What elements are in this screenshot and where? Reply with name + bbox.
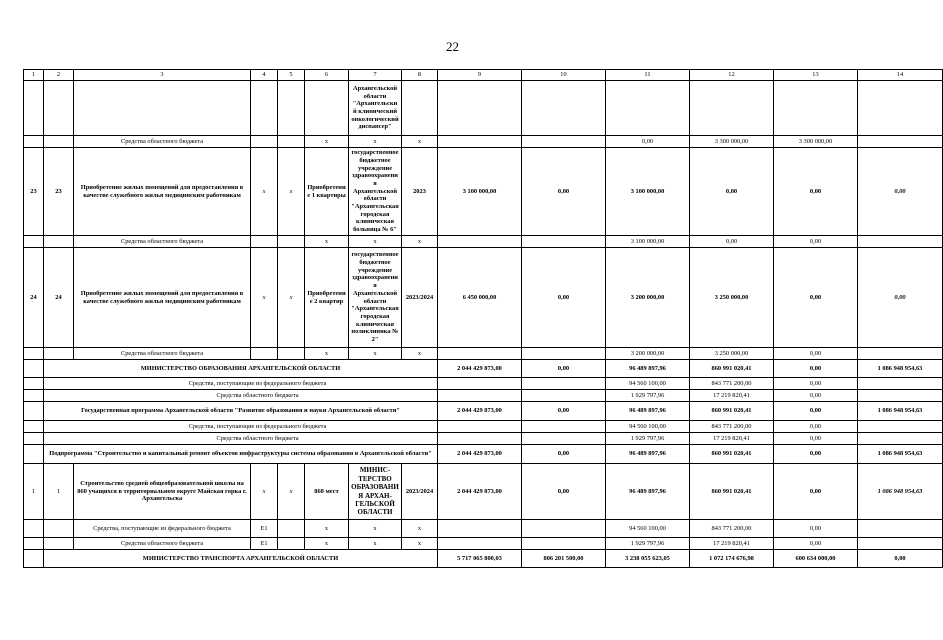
cell-x: х [349, 520, 402, 538]
table-row [24, 433, 943, 445]
value-cell: 5 717 065 800,03 [438, 550, 522, 568]
column-header: 5 [278, 70, 305, 81]
value-cell: 0,00 [774, 236, 858, 248]
cell-x: х [278, 464, 305, 520]
page-number: 22 [446, 39, 459, 54]
value-cell: 96 489 897,96 [606, 445, 690, 464]
table-row [24, 236, 943, 248]
cell-x: х [305, 520, 349, 538]
cell-x: х [349, 348, 402, 360]
value-cell: 0,00 [774, 402, 858, 421]
funding-source-label: Средства областного бюджета [74, 236, 251, 248]
item-name: Приобретение жилых помещений для предоставления в качестве служебного жилья медицинским работникам [74, 148, 251, 236]
cell-x: х [402, 236, 438, 248]
row-number: 23 [24, 148, 44, 236]
cell-x: х [251, 148, 278, 236]
ministry-heading: МИНИСТЕРСТВО ОБРАЗОВАНИЯ АРХАНГЕЛЬСКОЙ ОБЛАСТИ [44, 360, 438, 378]
funding-source-label: Средства, поступающие из федерального бюджета [44, 378, 438, 390]
value-cell: 0,00 [774, 390, 858, 402]
row-number: 1 [44, 464, 74, 520]
table-row [24, 520, 943, 538]
responsible-org-cell: государственное бюджетное учреждение здравоохранения Архангельской области "Архангельская городская клиническая больница № 6" [349, 148, 402, 236]
column-header: 1 [24, 70, 44, 81]
responsible-org-cell: государственное бюджетное учреждение здравоохранения Архангельской области "Архангельская городская клиническая поликлиника № 2" [349, 248, 402, 348]
value-cell: 1 929 797,96 [606, 433, 690, 445]
value-cell: 96 489 897,96 [606, 402, 690, 421]
responsible-org-cell: МИНИС-ТЕРСТВО ОБРАЗОВАНИЯ АРХАН-ГЕЛЬСКОЙ ОБЛАСТИ [349, 464, 402, 520]
table-row [24, 421, 943, 433]
value-cell: 3 200 000,00 [606, 348, 690, 360]
value-cell: 96 489 897,96 [606, 360, 690, 378]
project-code-cell: Е1 [251, 520, 278, 538]
value-cell: 3 300 000,00 [690, 136, 774, 148]
column-header: 12 [690, 70, 774, 81]
row-number: 1 [24, 464, 44, 520]
value-cell: 806 201 500,00 [522, 550, 606, 568]
funding-source-label: Средства, поступающие из федерального бюджета [74, 520, 251, 538]
funding-source-label: Средства областного бюджета [44, 390, 438, 402]
cell-x: х [349, 136, 402, 148]
column-number-header-row [24, 70, 943, 81]
funding-source-label: Средства областного бюджета [74, 136, 251, 148]
budget-table [23, 69, 943, 568]
cell-x: х [305, 136, 349, 148]
table-row [24, 378, 943, 390]
item-name: Строительство средней общеобразовательной школы на 860 учащихся в территориальном округе Майская горка г. Архангельска [74, 464, 251, 520]
cell-x: х [349, 236, 402, 248]
value-cell: 3 100 000,00 [606, 236, 690, 248]
period-cell: 2023/2024 [402, 248, 438, 348]
value-cell: 3 100 000,00 [438, 148, 522, 236]
responsible-org-cell: Архангельской области "Архангельский клинический онкологический диспансер" [349, 81, 402, 136]
value-cell: 0,00 [522, 248, 606, 348]
capacity-cell: 860 мест [305, 464, 349, 520]
cell-x: х [278, 148, 305, 236]
program-heading: Государственная программа Архангельской области "Развитие образования и науки Архангельской области" [44, 402, 438, 421]
table-row [24, 538, 943, 550]
value-cell: 0,00 [858, 248, 943, 348]
value-cell: 6 450 000,00 [438, 248, 522, 348]
value-cell: 1 929 797,96 [606, 390, 690, 402]
column-header: 3 [74, 70, 251, 81]
column-header: 14 [858, 70, 943, 81]
column-header: 11 [606, 70, 690, 81]
cell-x: х [305, 348, 349, 360]
value-cell: 17 219 820,41 [690, 390, 774, 402]
value-cell: 0,00 [522, 402, 606, 421]
value-cell: 0,00 [774, 520, 858, 538]
value-cell: 0,00 [774, 445, 858, 464]
funding-source-label: Средства областного бюджета [44, 433, 438, 445]
column-header: 2 [44, 70, 74, 81]
cell-x: х [402, 520, 438, 538]
period-cell: 2023 [402, 148, 438, 236]
value-cell: 843 771 200,00 [690, 378, 774, 390]
value-cell: 0,00 [774, 378, 858, 390]
column-header: 7 [349, 70, 402, 81]
value-cell: 1 086 948 954,63 [858, 360, 943, 378]
value-cell: 0,00 [774, 421, 858, 433]
period-cell: 2023/2024 [402, 464, 438, 520]
value-cell: 0,00 [774, 538, 858, 550]
value-cell: 0,00 [774, 148, 858, 236]
value-cell: 860 991 020,41 [690, 445, 774, 464]
column-header: 6 [305, 70, 349, 81]
table-row [24, 550, 943, 568]
ministry-heading: МИНИСТЕРСТВО ТРАНСПОРТА АРХАНГЕЛЬСКОЙ ОБЛАСТИ [44, 550, 438, 568]
cell-x: х [278, 248, 305, 348]
column-header: 13 [774, 70, 858, 81]
value-cell: 17 219 820,41 [690, 433, 774, 445]
value-cell: 3 100 000,00 [606, 148, 690, 236]
value-cell: 0,00 [690, 148, 774, 236]
value-cell: 860 991 020,41 [690, 402, 774, 421]
column-header: 4 [251, 70, 278, 81]
value-cell: 843 771 200,00 [690, 520, 774, 538]
value-cell: 860 991 020,41 [690, 464, 774, 520]
table-row [24, 248, 943, 348]
value-cell: 96 489 897,96 [606, 464, 690, 520]
column-header: 8 [402, 70, 438, 81]
table-row [24, 148, 943, 236]
cell-x: х [251, 464, 278, 520]
value-cell: 0,00 [774, 248, 858, 348]
column-header: 10 [522, 70, 606, 81]
cell-x: х [305, 236, 349, 248]
table-row [24, 136, 943, 148]
row-number: 23 [44, 148, 74, 236]
table-row [24, 402, 943, 421]
value-cell: 17 219 820,41 [690, 538, 774, 550]
value-cell: 0,00 [858, 148, 943, 236]
value-cell: 1 929 797,96 [606, 538, 690, 550]
column-header: 9 [438, 70, 522, 81]
value-cell: 0,00 [774, 464, 858, 520]
value-cell: 94 560 100,00 [606, 520, 690, 538]
value-cell: 0,00 [858, 550, 943, 568]
table-row [24, 390, 943, 402]
item-name: Приобретение жилых помещений для предоставления в качестве служебного жилья медицинским работникам [74, 248, 251, 348]
cell-x: х [305, 538, 349, 550]
value-cell: 1 086 948 954,63 [858, 445, 943, 464]
value-cell: 0,00 [690, 236, 774, 248]
row-number: 24 [44, 248, 74, 348]
table-row [24, 348, 943, 360]
capacity-cell: Приобретение 1 квартиры [305, 148, 349, 236]
value-cell: 3 250 000,00 [690, 248, 774, 348]
value-cell: 3 250 000,00 [690, 348, 774, 360]
value-cell: 860 991 020,41 [690, 360, 774, 378]
value-cell: 600 634 000,00 [774, 550, 858, 568]
value-cell: 2 044 429 873,00 [438, 402, 522, 421]
value-cell: 0,00 [774, 360, 858, 378]
value-cell: 0,00 [522, 464, 606, 520]
table-row [24, 464, 943, 520]
cell-x: х [402, 538, 438, 550]
cell-x: х [402, 348, 438, 360]
value-cell: 94 560 100,00 [606, 378, 690, 390]
cell-x: х [251, 248, 278, 348]
value-cell: 0,00 [522, 445, 606, 464]
table-row [24, 445, 943, 464]
table-row [24, 360, 943, 378]
value-cell: 2 044 429 873,00 [438, 464, 522, 520]
funding-source-label: Средства областного бюджета [74, 348, 251, 360]
value-cell: 0,00 [522, 148, 606, 236]
value-cell: 3 200 000,00 [606, 248, 690, 348]
value-cell: 2 044 429 873,00 [438, 360, 522, 378]
table-row [24, 81, 943, 136]
value-cell: 1 086 948 954,63 [858, 402, 943, 421]
subprogram-heading: Подпрограмма "Строительство и капитальный ремонт объектов инфраструктуры системы образования в Архангельской области" [44, 445, 438, 464]
value-cell: 1 086 948 954,63 [858, 464, 943, 520]
cell-x: х [402, 136, 438, 148]
cell-x: х [349, 538, 402, 550]
project-code-cell: Е1 [251, 538, 278, 550]
capacity-cell: Приобретение 2 квартир [305, 248, 349, 348]
row-number: 24 [24, 248, 44, 348]
value-cell: 0,00 [606, 136, 690, 148]
value-cell: 0,00 [774, 348, 858, 360]
value-cell: 0,00 [774, 433, 858, 445]
funding-source-label: Средства, поступающие из федерального бюджета [44, 421, 438, 433]
value-cell: 94 560 100,00 [606, 421, 690, 433]
value-cell: 2 044 429 873,00 [438, 445, 522, 464]
value-cell: 843 771 200,00 [690, 421, 774, 433]
value-cell: 0,00 [522, 360, 606, 378]
value-cell: 1 072 174 676,98 [690, 550, 774, 568]
value-cell: 3 238 055 623,05 [606, 550, 690, 568]
funding-source-label: Средства областного бюджета [74, 538, 251, 550]
value-cell: 3 300 000,00 [774, 136, 858, 148]
